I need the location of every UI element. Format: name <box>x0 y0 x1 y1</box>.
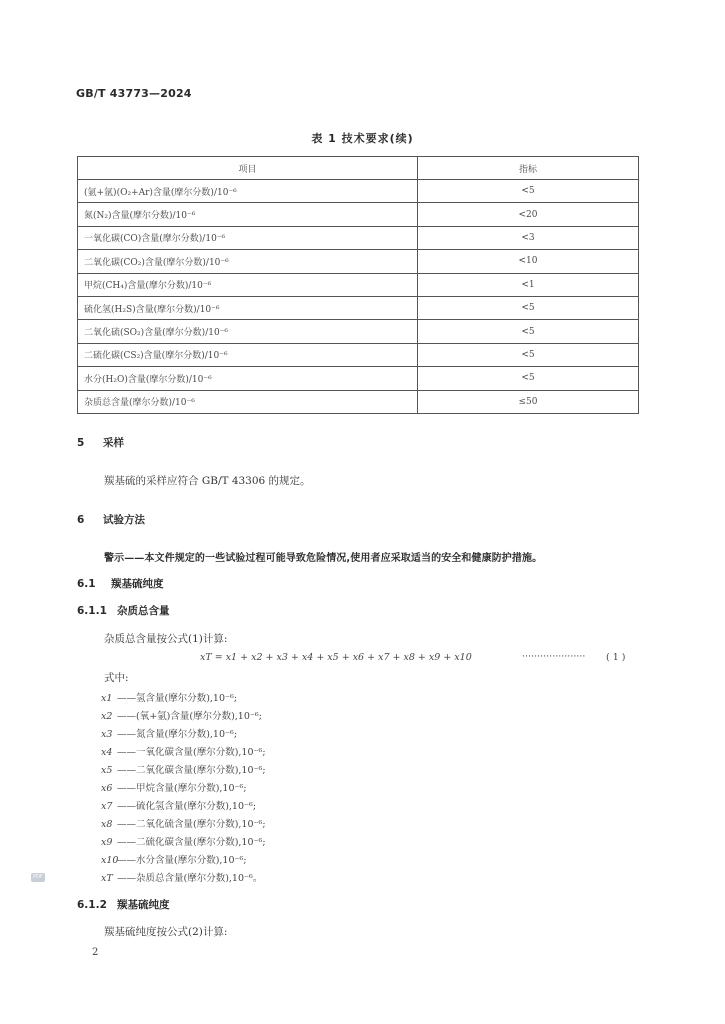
row-value: <3 <box>418 226 639 249</box>
table-row <box>78 296 639 319</box>
section-6-heading <box>77 512 145 527</box>
variable-symbol: x10 <box>101 855 119 866</box>
row-value: <10 <box>418 250 639 273</box>
table-row <box>78 180 639 203</box>
variable-definition <box>101 870 262 884</box>
section-6-1-2-heading <box>77 897 170 912</box>
row-item: (氩+氩)(O₂+Ar)含量(摩尔分数)/10⁻⁶ <box>78 180 418 203</box>
variable-definition <box>101 690 237 704</box>
column-header-item: 项目 <box>78 157 418 180</box>
section-title: 羰基硫纯度 <box>111 578 164 590</box>
row-item: 氮(N₂)含量(摩尔分数)/10⁻⁶ <box>78 203 418 226</box>
section-number: 6.1.1 <box>77 605 107 617</box>
variable-definition <box>101 816 266 830</box>
row-item: 硫化氢(H₂S)含量(摩尔分数)/10⁻⁶ <box>78 296 418 319</box>
row-value: <5 <box>418 320 639 343</box>
column-header-value: 指标 <box>418 157 639 180</box>
variable-definition <box>101 744 266 758</box>
section-number: 6 <box>77 514 85 526</box>
page-number: 2 <box>92 947 99 958</box>
where-label: 式中: <box>104 672 129 684</box>
variable-symbol: x9 <box>101 837 113 848</box>
variable-description: ——二硫化碳含量(摩尔分数),10⁻⁶; <box>117 837 266 848</box>
row-item: 二氧化硫(SO₂)含量(摩尔分数)/10⁻⁶ <box>78 320 418 343</box>
section-number: 6.1.2 <box>77 899 107 911</box>
row-item: 一氧化碳(CO)含量(摩尔分数)/10⁻⁶ <box>78 226 418 249</box>
row-value: <5 <box>418 296 639 319</box>
formula-leader-dots: ····················· <box>522 651 586 662</box>
variable-description: ——甲烷含量(摩尔分数),10⁻⁶; <box>117 783 247 794</box>
table-row <box>78 203 639 226</box>
row-value: <20 <box>418 203 639 226</box>
row-value: <5 <box>418 343 639 366</box>
formula-number: ( 1 ) <box>606 652 626 663</box>
section-5-heading <box>77 435 124 450</box>
variable-definition <box>101 798 256 812</box>
row-item: 二硫化碳(CS₂)含量(摩尔分数)/10⁻⁶ <box>78 343 418 366</box>
section-title: 采样 <box>103 437 124 449</box>
variable-definition <box>101 852 247 866</box>
section-title: 杂质总含量 <box>117 605 170 617</box>
variable-definition <box>101 708 262 722</box>
variable-symbol: x3 <box>101 729 113 740</box>
pdf-stamp-icon: PDF <box>31 873 45 882</box>
variable-definition <box>101 780 247 794</box>
variable-description: ——(氧+氩)含量(摩尔分数),10⁻⁶; <box>117 711 262 722</box>
section-title: 羰基硫纯度 <box>117 899 170 911</box>
variable-description: ——硫化氢含量(摩尔分数),10⁻⁶; <box>117 801 257 812</box>
variable-description: ——氮含量(摩尔分数),10⁻⁶; <box>117 729 238 740</box>
table-row <box>78 320 639 343</box>
table-title: 表 1 技术要求(续) <box>311 132 414 145</box>
variable-description: ——水分含量(摩尔分数),10⁻⁶; <box>117 855 247 866</box>
row-item: 水分(H₂O)含量(摩尔分数)/10⁻⁶ <box>78 367 418 390</box>
standard-number: GB/T 43773—2024 <box>76 87 192 100</box>
formula-1: xT = x1 + x2 + x3 + x4 + x5 + x6 + x7 + x8 + x9 + x10 <box>200 652 472 663</box>
row-value: ≤50 <box>418 390 639 413</box>
table-header-row <box>78 157 639 180</box>
table-row <box>78 273 639 296</box>
technical-requirements-table <box>77 156 639 414</box>
row-item: 甲烷(CH₄)含量(摩尔分数)/10⁻⁶ <box>78 273 418 296</box>
section-number: 6.1 <box>77 578 96 590</box>
section-title: 试验方法 <box>103 514 145 526</box>
row-value: <5 <box>418 367 639 390</box>
variable-definition <box>101 834 266 848</box>
row-item: 二氧化碳(CO₂)含量(摩尔分数)/10⁻⁶ <box>78 250 418 273</box>
variable-symbol: x5 <box>101 765 113 776</box>
variable-description: ——二氧化硫含量(摩尔分数),10⁻⁶; <box>117 819 266 830</box>
section-number: 5 <box>77 437 85 449</box>
section-6-1-1-heading <box>77 603 170 618</box>
row-item: 杂质总含量(摩尔分数)/10⁻⁶ <box>78 390 418 413</box>
variable-description: ——二氧化碳含量(摩尔分数),10⁻⁶; <box>117 765 266 776</box>
variable-symbol: xT <box>101 873 113 884</box>
table-row <box>78 226 639 249</box>
row-value: <5 <box>418 180 639 203</box>
variable-description: ——杂质总含量(摩尔分数),10⁻⁶。 <box>117 873 263 884</box>
section-6-1-heading <box>77 576 164 591</box>
variable-symbol: x4 <box>101 747 113 758</box>
row-value: <1 <box>418 273 639 296</box>
variable-definition <box>101 762 266 776</box>
variable-definition <box>101 726 237 740</box>
safety-warning: 警示——本文件规定的一些试验过程可能导致危险情况,使用者应采取适当的安全和健康防护措施。 <box>104 553 543 564</box>
formula-2-intro: 羰基硫纯度按公式(2)计算: <box>104 926 228 938</box>
variable-description: ——一氧化碳含量(摩尔分数),10⁻⁶; <box>117 747 266 758</box>
variable-symbol: x1 <box>101 693 113 704</box>
variable-description: ——氢含量(摩尔分数),10⁻⁶; <box>117 693 238 704</box>
section-5-text: 羰基硫的采样应符合 GB/T 43306 的规定。 <box>104 475 311 487</box>
variable-symbol: x2 <box>101 711 113 722</box>
table-row <box>78 367 639 390</box>
table-row <box>78 250 639 273</box>
variable-symbol: x7 <box>101 801 113 812</box>
formula-1-intro: 杂质总含量按公式(1)计算: <box>104 633 228 645</box>
variable-symbol: x8 <box>101 819 113 830</box>
variable-symbol: x6 <box>101 783 113 794</box>
table-row <box>78 390 639 413</box>
table-row <box>78 343 639 366</box>
